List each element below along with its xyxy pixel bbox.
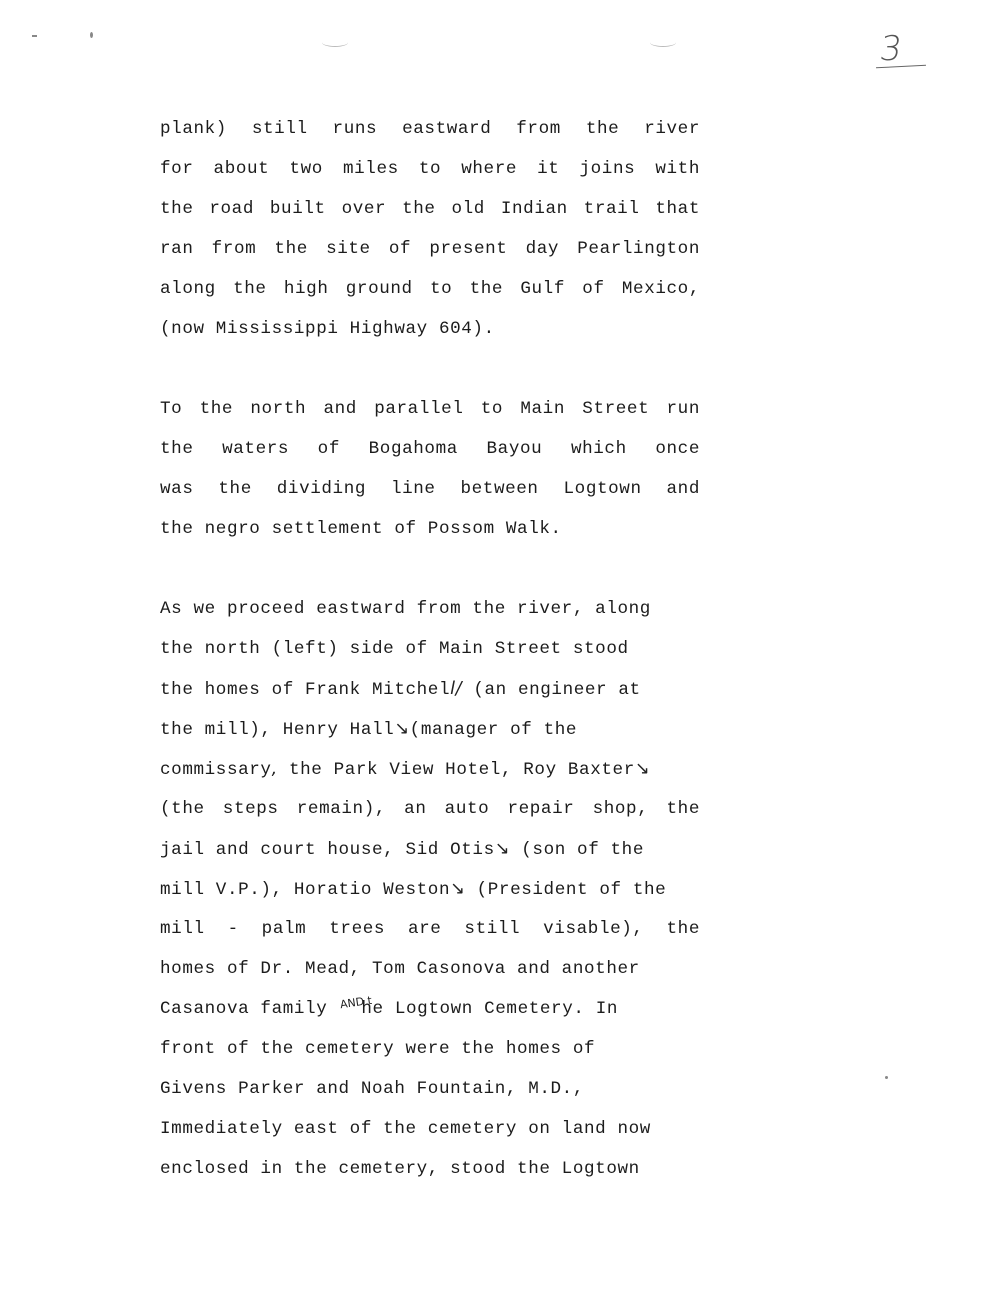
text-line xyxy=(160,989,700,1029)
line-part: the homes of Frank Mitchel xyxy=(160,680,451,700)
text-line: homes of Dr. Mead, Tom Casonova and another xyxy=(160,959,640,979)
handwritten-insert-note: AND t xyxy=(339,993,373,1012)
handwritten-check-mark: ↘ xyxy=(494,839,511,859)
scan-speck xyxy=(885,1076,888,1079)
text-line: for about two miles to where it joins with xyxy=(160,159,700,179)
line-part: Casanova family xyxy=(160,999,328,1019)
line-part: mill V.P.), Horatio Weston xyxy=(160,880,451,900)
paragraph-2 xyxy=(160,389,700,549)
text-line: front of the cemetery were the homes of xyxy=(160,1039,596,1059)
paragraph-3 xyxy=(160,589,700,1189)
line-part: jail and court house, Sid Otis xyxy=(160,840,495,860)
text-line: (the steps remain), an auto repair shop, the xyxy=(160,799,700,819)
text-line xyxy=(160,749,700,789)
text-line xyxy=(160,709,700,749)
text-line: As we proceed eastward from the river, along xyxy=(160,599,651,619)
scan-speck xyxy=(32,35,37,37)
text-line: the road built over the old Indian trail that xyxy=(160,199,700,219)
handwritten-comma-mark: , xyxy=(271,759,278,779)
scan-artifact xyxy=(650,38,676,47)
line-part: (manager of the xyxy=(409,720,578,740)
text-line: the negro settlement of Possom Walk. xyxy=(160,519,562,539)
text-line: along the high ground to the Gulf of Mexico, xyxy=(160,279,700,299)
text-line: mill - palm trees are still visable), the xyxy=(160,919,700,939)
handwritten-check-mark: ↘ xyxy=(394,719,410,739)
text-line: the north (left) side of Main Street stood xyxy=(160,639,629,659)
text-line: To the north and parallel to Main Street run xyxy=(160,399,700,419)
text-line: (now Mississippi Highway 604). xyxy=(160,319,495,339)
line-part: (President of the xyxy=(465,880,667,900)
line-part: commissary xyxy=(160,760,272,780)
text-line: Givens Parker and Noah Fountain, M.D., xyxy=(160,1079,585,1099)
text-line: enclosed in the cemetery, stood the Logtown xyxy=(160,1159,640,1179)
handwritten-strike-mark: l/ xyxy=(450,679,463,699)
text-line: plank) still runs eastward from the river xyxy=(160,119,700,139)
scan-speck xyxy=(90,32,93,38)
handwritten-check-mark: ↘ xyxy=(634,759,651,779)
text-line xyxy=(160,669,700,709)
text-line: was the dividing line between Logtown and xyxy=(160,479,700,499)
line-part: the Park View Hotel, Roy Baxter xyxy=(277,760,635,780)
line-part: (an engineer at xyxy=(473,680,641,700)
text-line: ran from the site of present day Pearlington xyxy=(160,239,700,259)
page-number: 3 xyxy=(877,29,905,69)
text-line: Immediately east of the cemetery on land now xyxy=(160,1119,651,1139)
line-part: he Logtown Cemetery. In xyxy=(361,999,619,1019)
text-line xyxy=(160,829,700,869)
handwritten-check-mark: ↘ xyxy=(450,879,466,899)
text-line: the waters of Bogahoma Bayou which once xyxy=(160,439,700,459)
scan-artifact xyxy=(322,38,348,47)
line-part: (son of the xyxy=(510,840,644,860)
paragraph-1 xyxy=(160,109,700,349)
line-part: the mill), Henry Hall xyxy=(160,720,395,740)
text-line xyxy=(160,869,700,909)
